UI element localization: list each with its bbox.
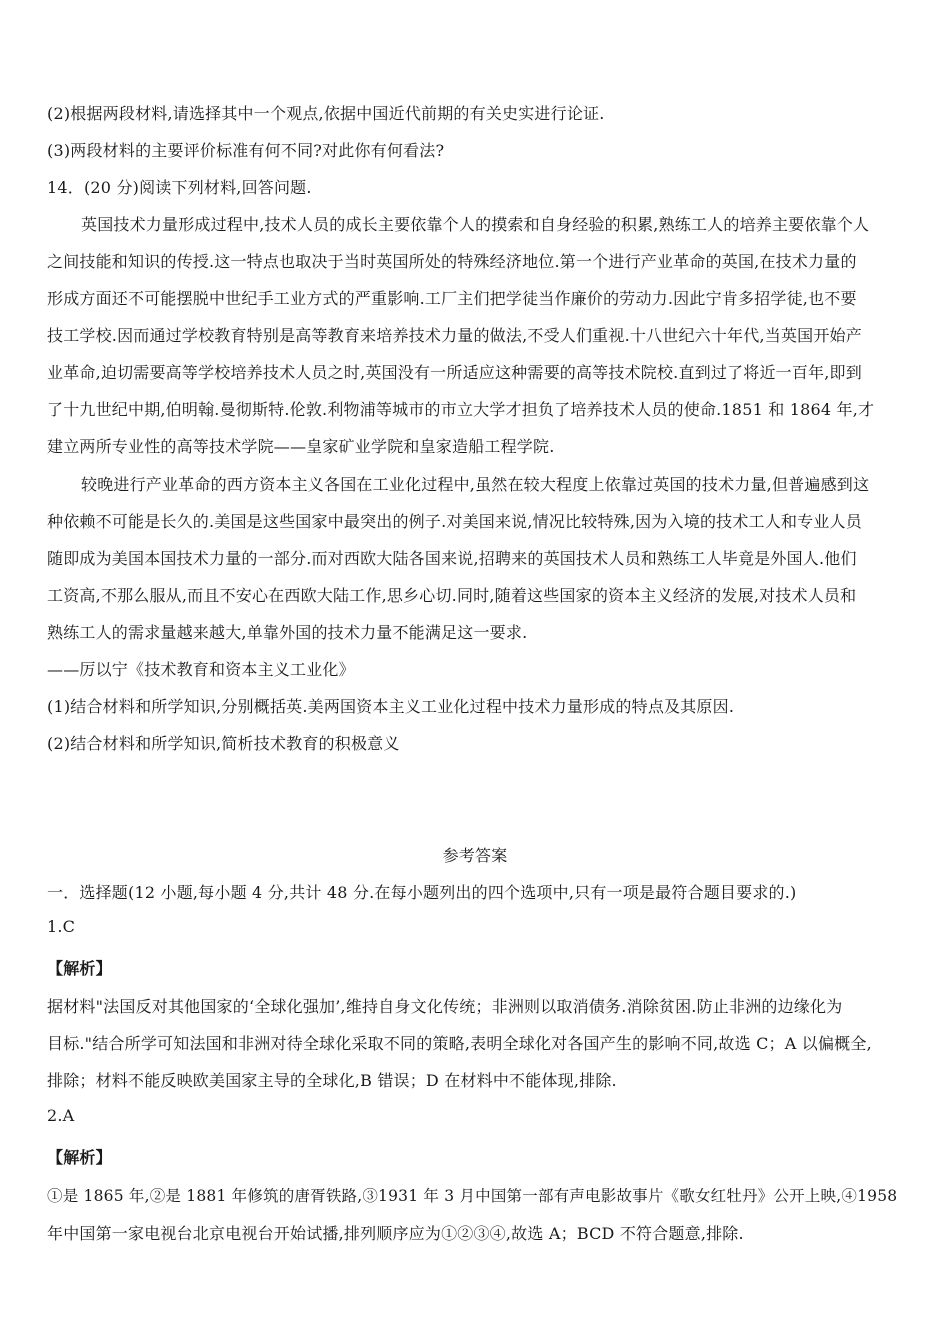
answers-title: 参考答案 [442, 846, 508, 865]
material1-line: 之间技能和知识的传授.这一特点也取决于当时英国所处的特殊经济地位.第一个进行产业革命的英国,在技术力量的 [47, 252, 857, 271]
material1-line: 技工学校.因而通过学校教育特别是高等教育来培养技术力量的做法,不受人们重视.十八世纪六十年代,当英国开始产 [47, 326, 862, 345]
answer-1-jiexi: 【解析】 [47, 959, 112, 978]
answers-section1: 一．选择题(12 小题,每小题 4 分,共计 48 分.在每小题列出的四个选项中,只有一项是最符合题目要求的.) [47, 883, 797, 902]
answer-2-label: 2.A [47, 1106, 75, 1125]
answer-2-line: ①是 1865 年,②是 1881 年修筑的唐胥铁路,③1931 年 3 月中国第一部有声电影故事片《歌女红牡丹》公开上映,④1958 [47, 1187, 898, 1205]
answer-2-line: 年中国第一家电视台北京电视台开始试播,排列顺序应为①②③④,故选 A；BCD 不符合题意,排除. [47, 1224, 744, 1243]
material1-line: 建立两所专业性的高等技术学院——皇家矿业学院和皇家造船工程学院. [47, 437, 555, 456]
q14-part1: (1)结合材料和所学知识,分别概括英.美两国资本主义工业化过程中技术力量形成的特点及其原因. [47, 697, 735, 716]
material-source: ——厉以宁《技术教育和资本主义工业化》 [47, 660, 355, 679]
q14-part2: (2)结合材料和所学知识,简析技术教育的积极意义 [47, 734, 400, 753]
material1-line: 形成方面还不可能摆脱中世纪手工业方式的严重影响.工厂主们把学徒当作廉价的劳动力.因此宁肯多招学徒,也不要 [47, 289, 857, 308]
q13-part3: (3)两段材料的主要评价标准有何不同?对此你有何看法? [47, 141, 445, 160]
material1-line: 业革命,迫切需要高等学校培养技术人员之时,英国没有一所适应这种需要的高等技术院校.直到过了将近一百年,即到 [47, 363, 862, 382]
answer-1-line: 据材料"法国反对其他国家的‘全球化强加’,维持自身文化传统；非洲则以取消债务.消除贫困.防止非洲的边缘化为 [47, 997, 843, 1016]
material2-line: 工资高,不那么服从,而且不安心在西欧大陆工作,思乡心切.同时,随着这些国家的资本主义经济的发展,对技术人员和 [47, 586, 857, 605]
answer-2-jiexi: 【解析】 [47, 1148, 112, 1167]
answer-1-label: 1.C [47, 917, 76, 936]
q13-part2: (2)根据两段材料,请选择其中一个观点,依据中国近代前期的有关史实进行论证. [47, 104, 605, 123]
material1-line: 了十九世纪中期,伯明翰.曼彻斯特.伦敦.利物浦等城市的市立大学才担负了培养技术人员的使命.1851 和 1864 年,才 [47, 400, 875, 419]
material2-line: 较晚进行产业革命的西方资本主义各国在工业化过程中,虽然在较大程度上依靠过英国的技术力量,但普遍感到这 [81, 475, 870, 494]
answer-1-line: 排除；材料不能反映欧美国家主导的全球化,B 错误；D 在材料中不能体现,排除. [47, 1071, 617, 1090]
material1-line: 英国技术力量形成过程中,技术人员的成长主要依靠个人的摸索和自身经验的积累,熟练工人的培养主要依靠个人 [81, 215, 870, 234]
material2-line: 随即成为美国本国技术力量的一部分.而对西欧大陆各国来说,招聘来的英国技术人员和熟练工人毕竟是外国人.他们 [47, 549, 857, 568]
q14-stem: 14．(20 分)阅读下列材料,回答问题. [47, 178, 312, 197]
material2-line: 种依赖不可能是长久的.美国是这些国家中最突出的例子.对美国来说,情况比较特殊,因为入境的技术工人和专业人员 [47, 512, 862, 531]
material2-line: 熟练工人的需求量越来越大,单靠外国的技术力量不能满足这一要求. [47, 623, 528, 642]
answer-1-line: 目标."结合所学可知法国和非洲对待全球化采取不同的策略,表明全球化对各国产生的影响不同,故选 C；A 以偏概全, [47, 1034, 872, 1053]
